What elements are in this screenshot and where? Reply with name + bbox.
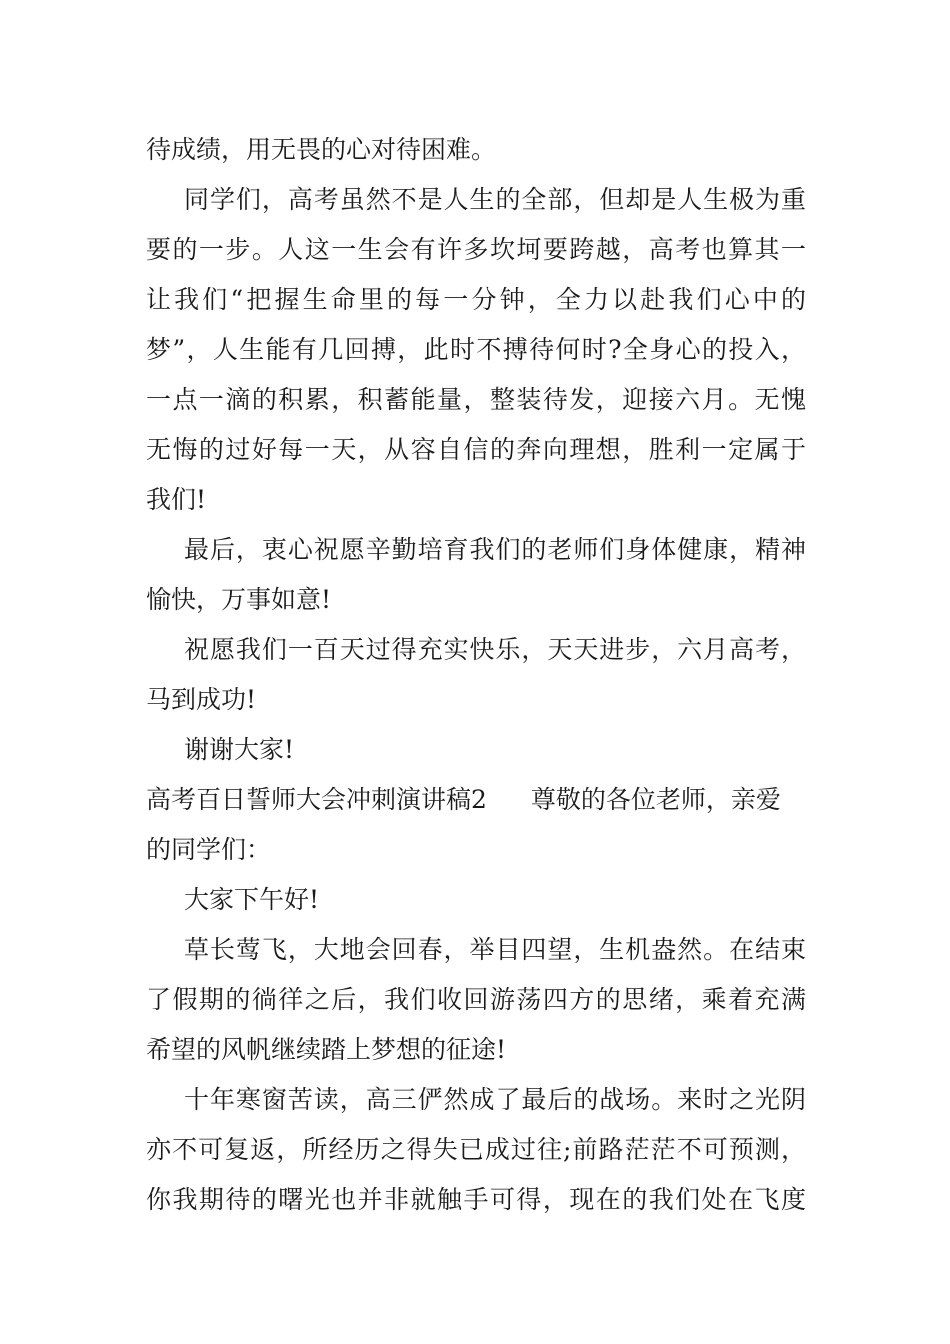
text-line: 亦不可复返，所经历之得失已成过往;前路茫茫不可预测， bbox=[146, 1135, 806, 1164]
speech-title: 高考百日誓师大会冲刺演讲稿2 bbox=[146, 785, 487, 814]
text-line: 让我们“把握生命里的每一分钟，全力以赴我们心中的 bbox=[146, 285, 806, 314]
text-line: 梦”，人生能有几回搏，此时不搏待何时?全身心的投入， bbox=[146, 335, 806, 364]
salutation-start: 尊敬的各位老师，亲爱 bbox=[530, 785, 781, 814]
closing-line: 谢谢大家! bbox=[184, 735, 295, 764]
section-heading-line bbox=[146, 780, 806, 820]
text-line: 待成绩，用无畏的心对待困难。 bbox=[146, 135, 497, 164]
greeting-line: 大家下午好! bbox=[184, 885, 320, 914]
text-line: 我们! bbox=[146, 485, 207, 514]
text-line: 愉快，万事如意! bbox=[146, 585, 332, 614]
text-line: 马到成功! bbox=[146, 685, 257, 714]
text-line: 的同学们： bbox=[146, 835, 272, 864]
paragraph-start-line: 最后，衷心祝愿辛勤培育我们的老师们身体健康，精神 bbox=[184, 535, 806, 564]
paragraph-start-line: 草长莺飞，大地会回春，举目四望，生机盎然。在结束 bbox=[184, 935, 806, 964]
text-line: 无悔的过好每一天，从容自信的奔向理想，胜利一定属于 bbox=[146, 435, 806, 464]
paragraph-start-line: 十年寒窗苦读，高三俨然成了最后的战场。来时之光阴 bbox=[184, 1085, 806, 1114]
text-line: 一点一滴的积累，积蓄能量，整装待发，迎接六月。无愧 bbox=[146, 385, 806, 414]
text-line: 了假期的徜徉之后，我们收回游荡四方的思绪，乘着充满 bbox=[146, 985, 806, 1014]
text-line: 你我期待的曙光也并非就触手可得，现在的我们处在飞度 bbox=[146, 1185, 806, 1214]
text-line: 要的一步。人这一生会有许多坎坷要跨越，高考也算其一 bbox=[146, 235, 806, 264]
text-line: 希望的风帆继续踏上梦想的征途! bbox=[146, 1035, 507, 1064]
paragraph-start-line: 祝愿我们一百天过得充实快乐，天天进步，六月高考， bbox=[184, 635, 806, 664]
paragraph-start-line: 同学们，高考虽然不是人生的全部，但却是人生极为重 bbox=[184, 185, 806, 214]
